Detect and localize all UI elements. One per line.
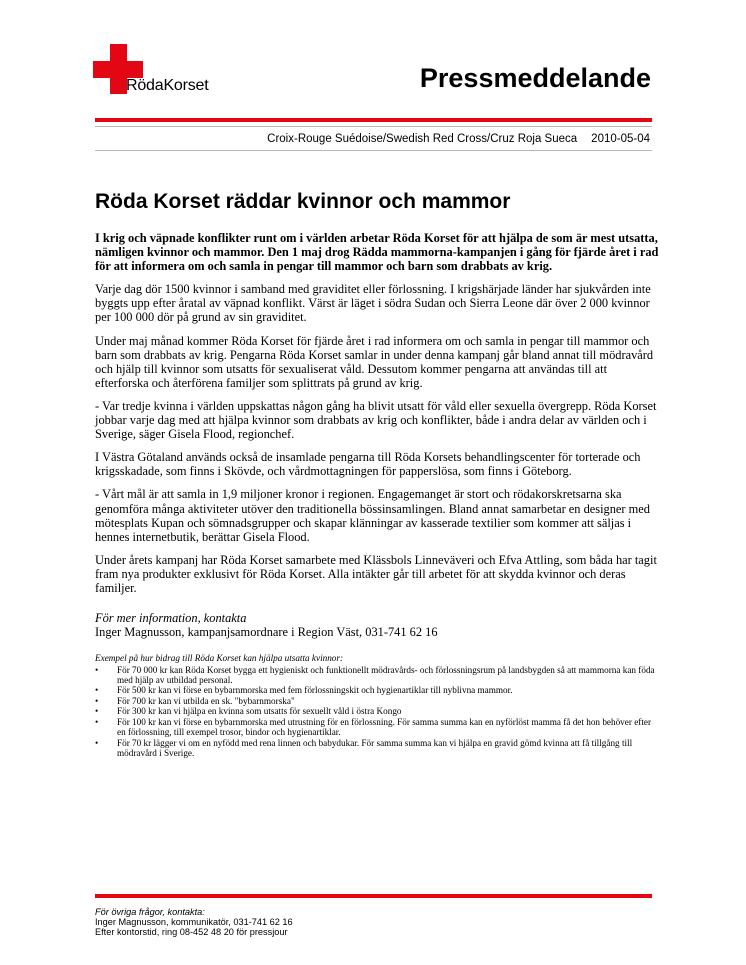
list-item — [95, 717, 660, 738]
paragraph: - Var tredje kvinna i världen uppskattas någon gång ha blivit utsatt för våld eller sexuella övergrepp. Röda Korset jobbar varje dag med att hjälpa kvinnor som drabbats av krig och konflikter, både i andra delar av världen och i Sverige, säger Gisela Flood, regionchef. — [95, 398, 657, 442]
bullet-icon: • — [95, 716, 99, 727]
release-date: 2010-05-04 — [591, 133, 650, 145]
meta-gray-rule — [95, 150, 652, 151]
examples-block — [95, 653, 660, 758]
contact-block — [95, 611, 660, 639]
paragraph: Under maj månad kommer Röda Korset för fjärde året i rad informera om och samla in pengar till mammor och barn som drabbats av krig. Pengarna Röda Korset samlar in under denna kampanj går bland annat till mödravård och hjälp till kvinnor som utsatts för sexualiserat våld. Dessutom kommer pengarna att användas till att efterforska och återförena familjer som splittrats på grund av krig. — [95, 333, 654, 390]
red-cross-horizontal-bar — [93, 61, 143, 78]
list-item-text: För 100 kr kan vi förse en bybarnmorska med utrustning för en förlossning. För samma summa kan en nyförlöst mamma få det hon behöver efter en förlossning, till exempel trosor, bindor och hygienartiklar. — [117, 716, 652, 738]
list-item-text: För 70 kr lägger vi om en nyfödd med rena linnen och babydukar. För samma summa kan vi hjälpa en gravid gömd kvinna att få tillgång till mödravård i Sverige. — [117, 737, 633, 758]
bullet-icon: • — [95, 706, 99, 717]
paragraph: Under årets kampanj har Röda Korset samarbete med Klässbols Linneväveri och Efva Attling, som båda har tagit fram nya produkter exklusivt för Röda Korset. Alla intäkter går till arbetet för att skydda kvinnor och deras familjer. — [95, 552, 657, 595]
footer-red-divider — [95, 894, 652, 898]
headline: Röda Korset räddar kvinnor och mammor — [95, 190, 511, 213]
organization-line — [267, 133, 650, 145]
paragraph: Varje dag dör 1500 kvinnor i samband med graviditet eller förlossning. I krigshärjade länder har sjukvården inte byggts upp efter åratal av väpnad konflikt. Värst är läget i södra Sudan och Sierra Leone där över 2 000 kvinnor per 100 000 dör på grund av sin graviditet. — [95, 282, 651, 325]
logo-text: RödaKorset — [126, 77, 209, 94]
page-title: Pressmeddelande — [419, 63, 651, 93]
list-item-text: För 700 kr kan vi utbilda en sk. "bybarnmorska" — [117, 695, 295, 706]
footer — [95, 907, 293, 938]
article-body — [95, 231, 660, 758]
organization-names: Croix-Rouge Suédoise/Swedish Red Cross/Cruz Roja Sueca — [267, 133, 578, 145]
list-item-text: För 70 000 kr kan Röda Korset bygga ett hygieniskt och funktionellt mödravårds- och förlossningsrum på landsbygden så att mammorna kan föda med hjälp av utbildad personal. — [117, 664, 655, 686]
list-item-text: För 300 kr kan vi hjälpa en kvinna som utsatts för sexuellt våld i östra Kongo — [117, 706, 402, 717]
header-red-divider — [95, 118, 652, 122]
header-gray-rule — [95, 126, 652, 127]
list-item — [95, 685, 660, 695]
footer-contact-line: Inger Magnusson, kommunikatör, 031-741 62 16 — [95, 917, 293, 928]
list-item — [95, 738, 660, 759]
list-item — [95, 706, 660, 716]
examples-title: Exempel på hur bidrag till Röda Korset kan hjälpa utsatta kvinnor: — [95, 653, 344, 664]
paragraph: - Vårt mål är att samla in 1,9 miljoner kronor i regionen. Engagemanget är stort och rödakorskretsarna ska genomföra många aktiviteter utöver den traditionella bössinsamlingen. Bland annat samarbetar en designer med mötesplats Kupan och sömnadsgrupper och skapar klänningar av kasserade textilier som kommer att säljas i hennes internetbutik, berättar Gisela Flood. — [95, 487, 650, 544]
paragraph: I Västra Götaland används också de insamlade pengarna till Röda Korsets behandlingscenter för torterade och krigsskadade, som finns i Skövde, och vårdmottagningen för papperslösa, som finns i Göteborg. — [95, 450, 641, 479]
lead-paragraph: I krig och väpnade konflikter runt om i världen arbetar Röda Korset för att hjälpa de som är mest utsatta, nämligen kvinnor och mammor. Den 1 maj drog Rädda mammorna-kampanjen i gång för fjärde året i rad för att informera om och samla in pengar till mammor och barn som drabbats av krig. — [95, 231, 659, 274]
bullet-icon: • — [95, 695, 99, 706]
footer-title: För övriga frågor, kontakta: — [95, 907, 205, 917]
bullet-icon: • — [95, 664, 99, 675]
list-item — [95, 665, 660, 686]
contact-person: Inger Magnusson, kampanjsamordnare i Region Väst, 031-741 62 16 — [95, 625, 438, 640]
contact-label: För mer information, kontakta — [95, 611, 247, 626]
list-item — [95, 696, 660, 706]
bullet-icon: • — [95, 685, 99, 696]
footer-press-line: Efter kontorstid, ring 08-452 48 20 för pressjour — [95, 927, 288, 938]
examples-list — [95, 665, 660, 759]
list-item-text: För 500 kr kan vi förse en bybarnmorska med fem förlossningskit och hygienartiklar till nyblivna mammor. — [117, 685, 513, 696]
bullet-icon: • — [95, 737, 99, 748]
